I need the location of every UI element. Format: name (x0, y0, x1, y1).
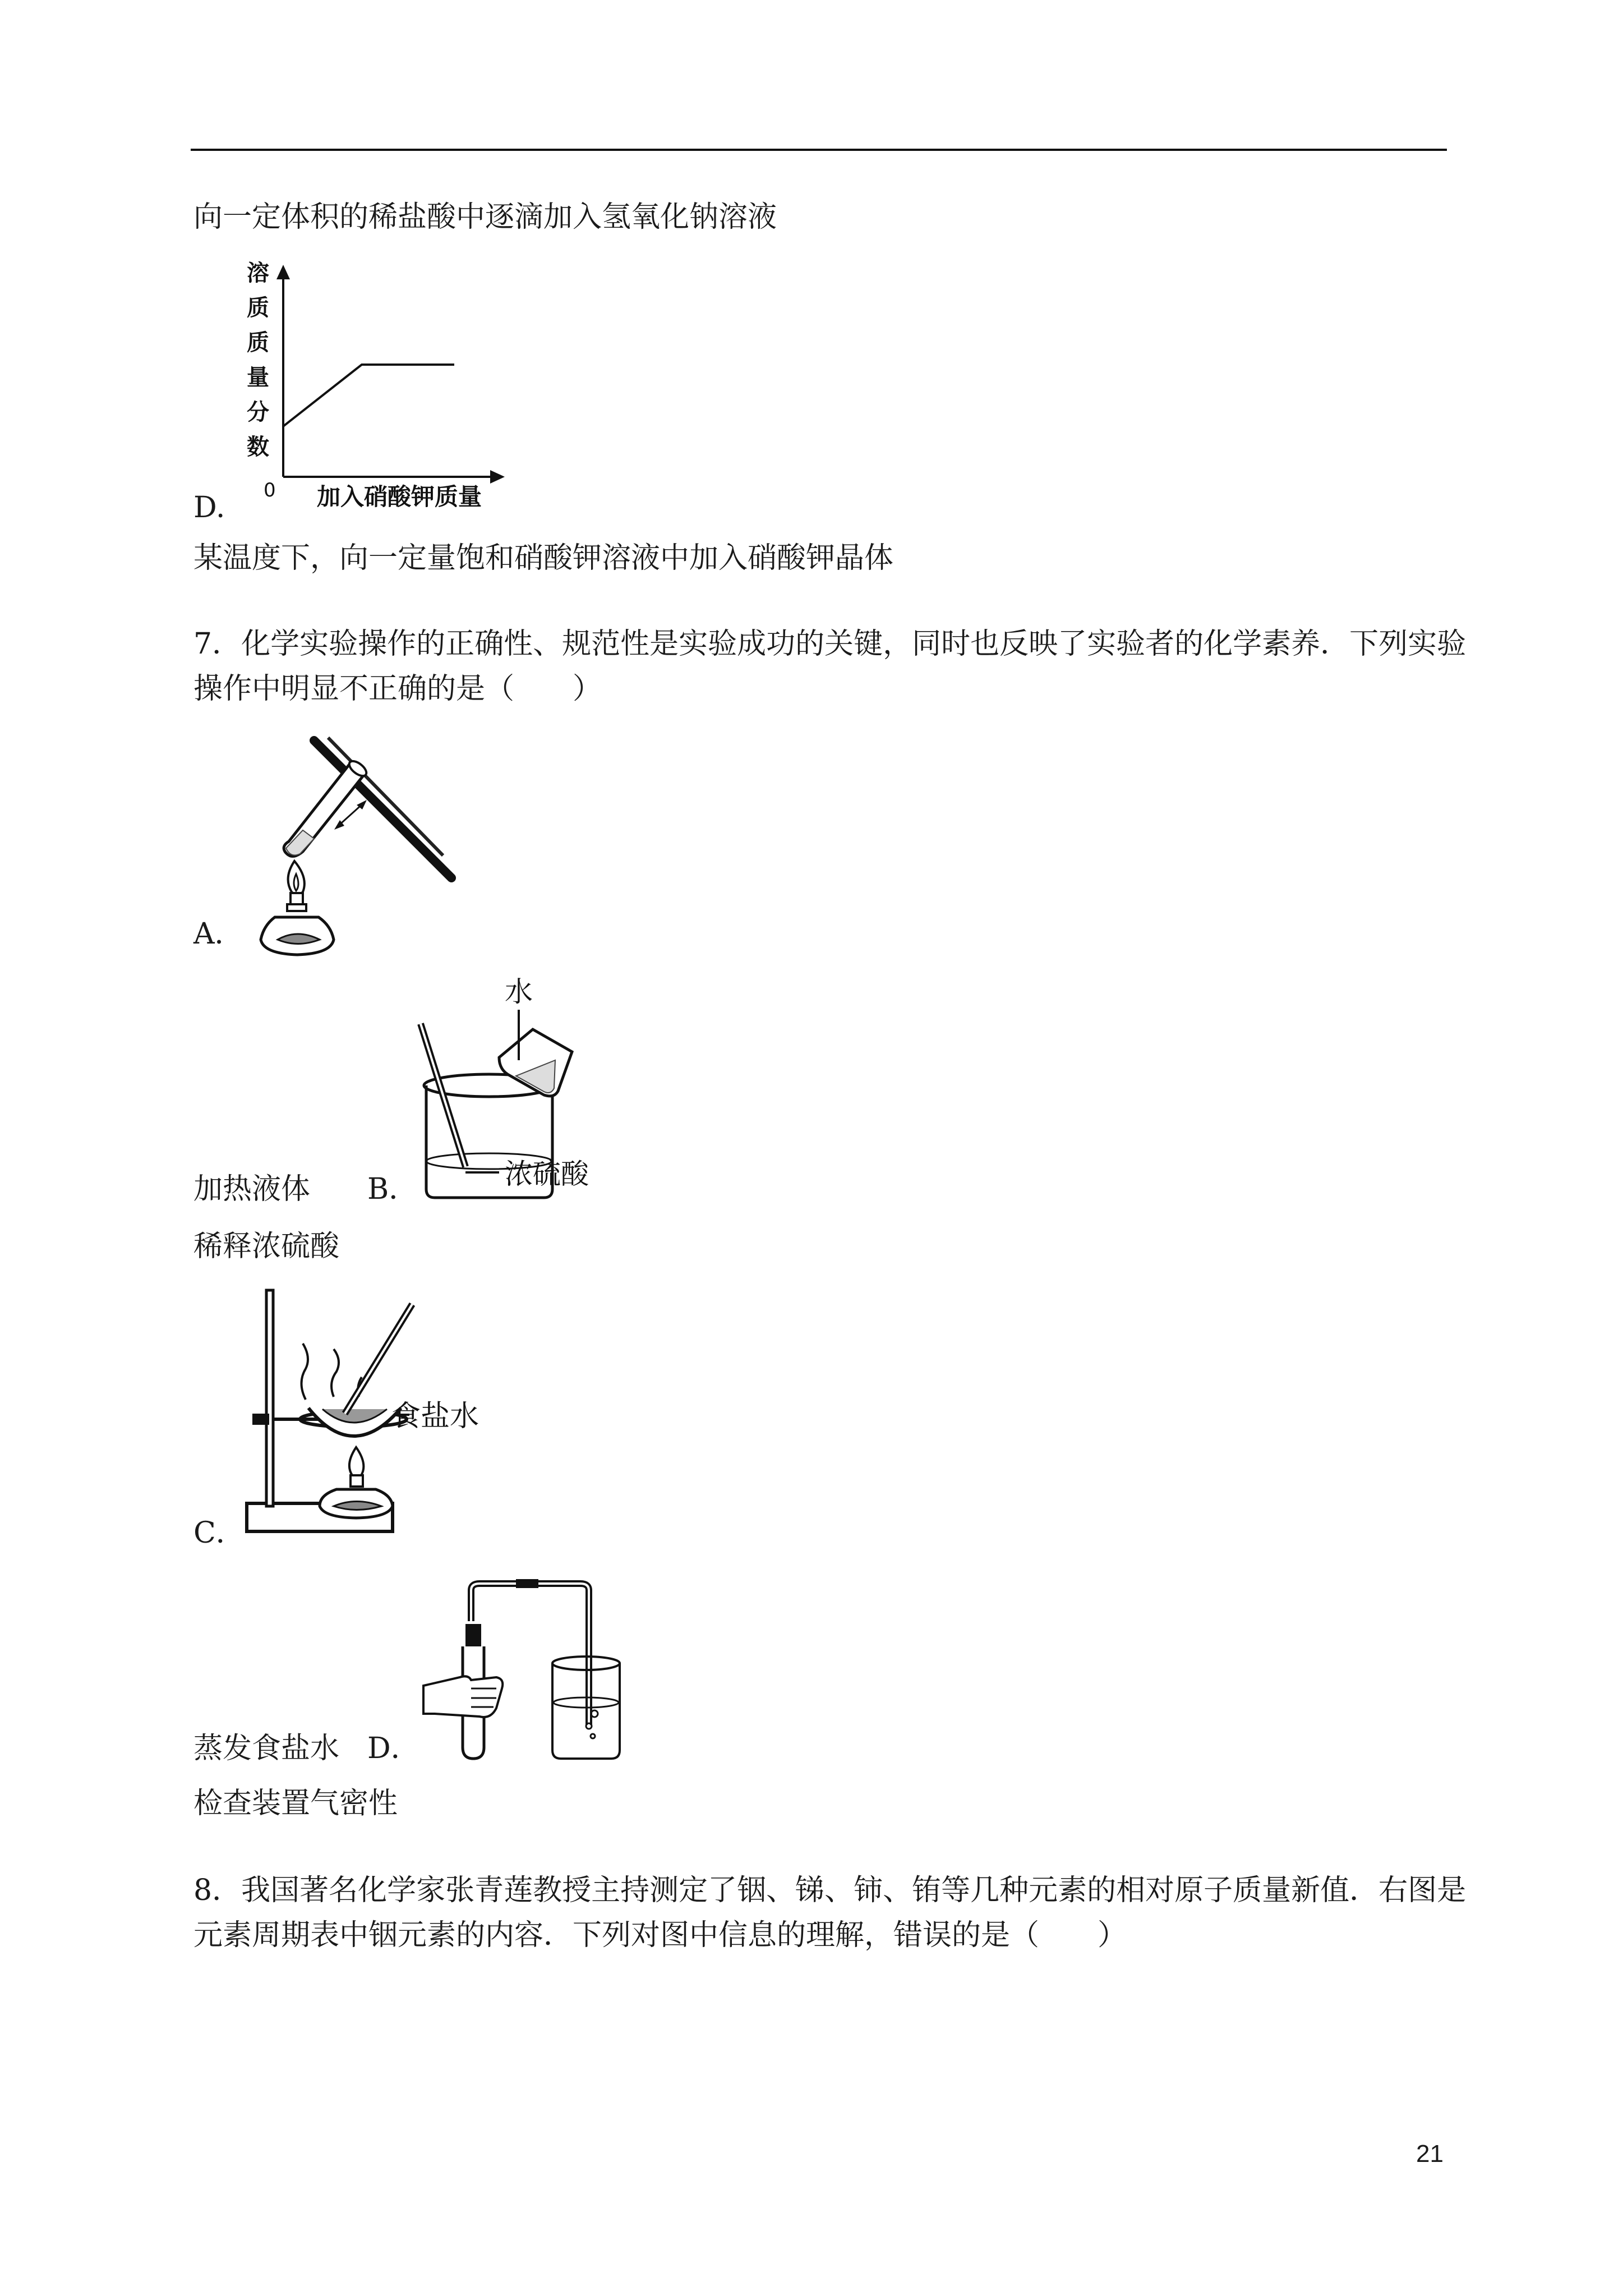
figure-airtightness (412, 1579, 637, 1764)
option-a-caption: 加热液体 (193, 1172, 311, 1206)
figure-heating-liquid (230, 724, 465, 959)
page-number: 21 (1416, 2140, 1444, 2168)
y-axis-label-char: 质 (247, 295, 269, 321)
acid-label: 浓硫酸 (505, 1158, 589, 1190)
option-a-letter: A． (193, 917, 244, 951)
y-axis-label-char: 溶 (247, 260, 269, 286)
y-axis-arrow (276, 265, 290, 279)
header-rule (191, 149, 1447, 151)
option-c-caption: 蒸发食盐水 (193, 1732, 340, 1765)
water-label: 水 (505, 976, 533, 1008)
x-axis-label: 加入硝酸钾质量 (317, 483, 482, 510)
option-c-text-prev: 向一定体积的稀盐酸中逐滴加入氢氧化钠溶液 (193, 200, 777, 234)
y-axis-label-char: 量 (247, 365, 269, 390)
x-axis-arrow (490, 470, 505, 484)
y-axis-label-char: 质 (247, 330, 269, 356)
q8-stem-line2: 元素周期表中铟元素的内容．下列对图中信息的理解，错误的是（ ） (193, 1918, 1127, 1952)
option-d-letter: D. (193, 491, 225, 524)
option-d-caption: 检查装置气密性 (193, 1787, 398, 1820)
origin-label: 0 (264, 479, 276, 501)
q7-stem-line1: 7．化学实验操作的正确性、规范性是实验成功的关键，同时也反映了实验者的化学素养．下列实验 (193, 627, 1467, 661)
saltwater-label: 食盐水 (391, 1400, 479, 1433)
y-axis-label-char: 分 (247, 399, 269, 425)
figure-dilute-acid (404, 976, 639, 1212)
option-b-caption: 稀释浓硫酸 (193, 1230, 340, 1263)
option-d-text: 某温度下，向一定量饱和硝酸钾溶液中加入硝酸钾晶体 (193, 541, 894, 575)
graph-curve (283, 365, 454, 426)
q7-stem-line2: 操作中明显不正确的是（ ） (193, 672, 602, 706)
figure-evaporate-salt (241, 1279, 533, 1548)
y-axis-label-char: 数 (247, 434, 269, 460)
q8-stem-line1: 8．我国著名化学家张青莲教授主持测定了铟、锑、铈、铕等几种元素的相对原子质量新值．右图是 (193, 1874, 1467, 1907)
option-b-letter: B． (367, 1172, 418, 1206)
option-c-letter: C． (193, 1516, 245, 1550)
graph-d-figure (202, 258, 527, 522)
option-d-letter-q7: D． (367, 1732, 420, 1765)
